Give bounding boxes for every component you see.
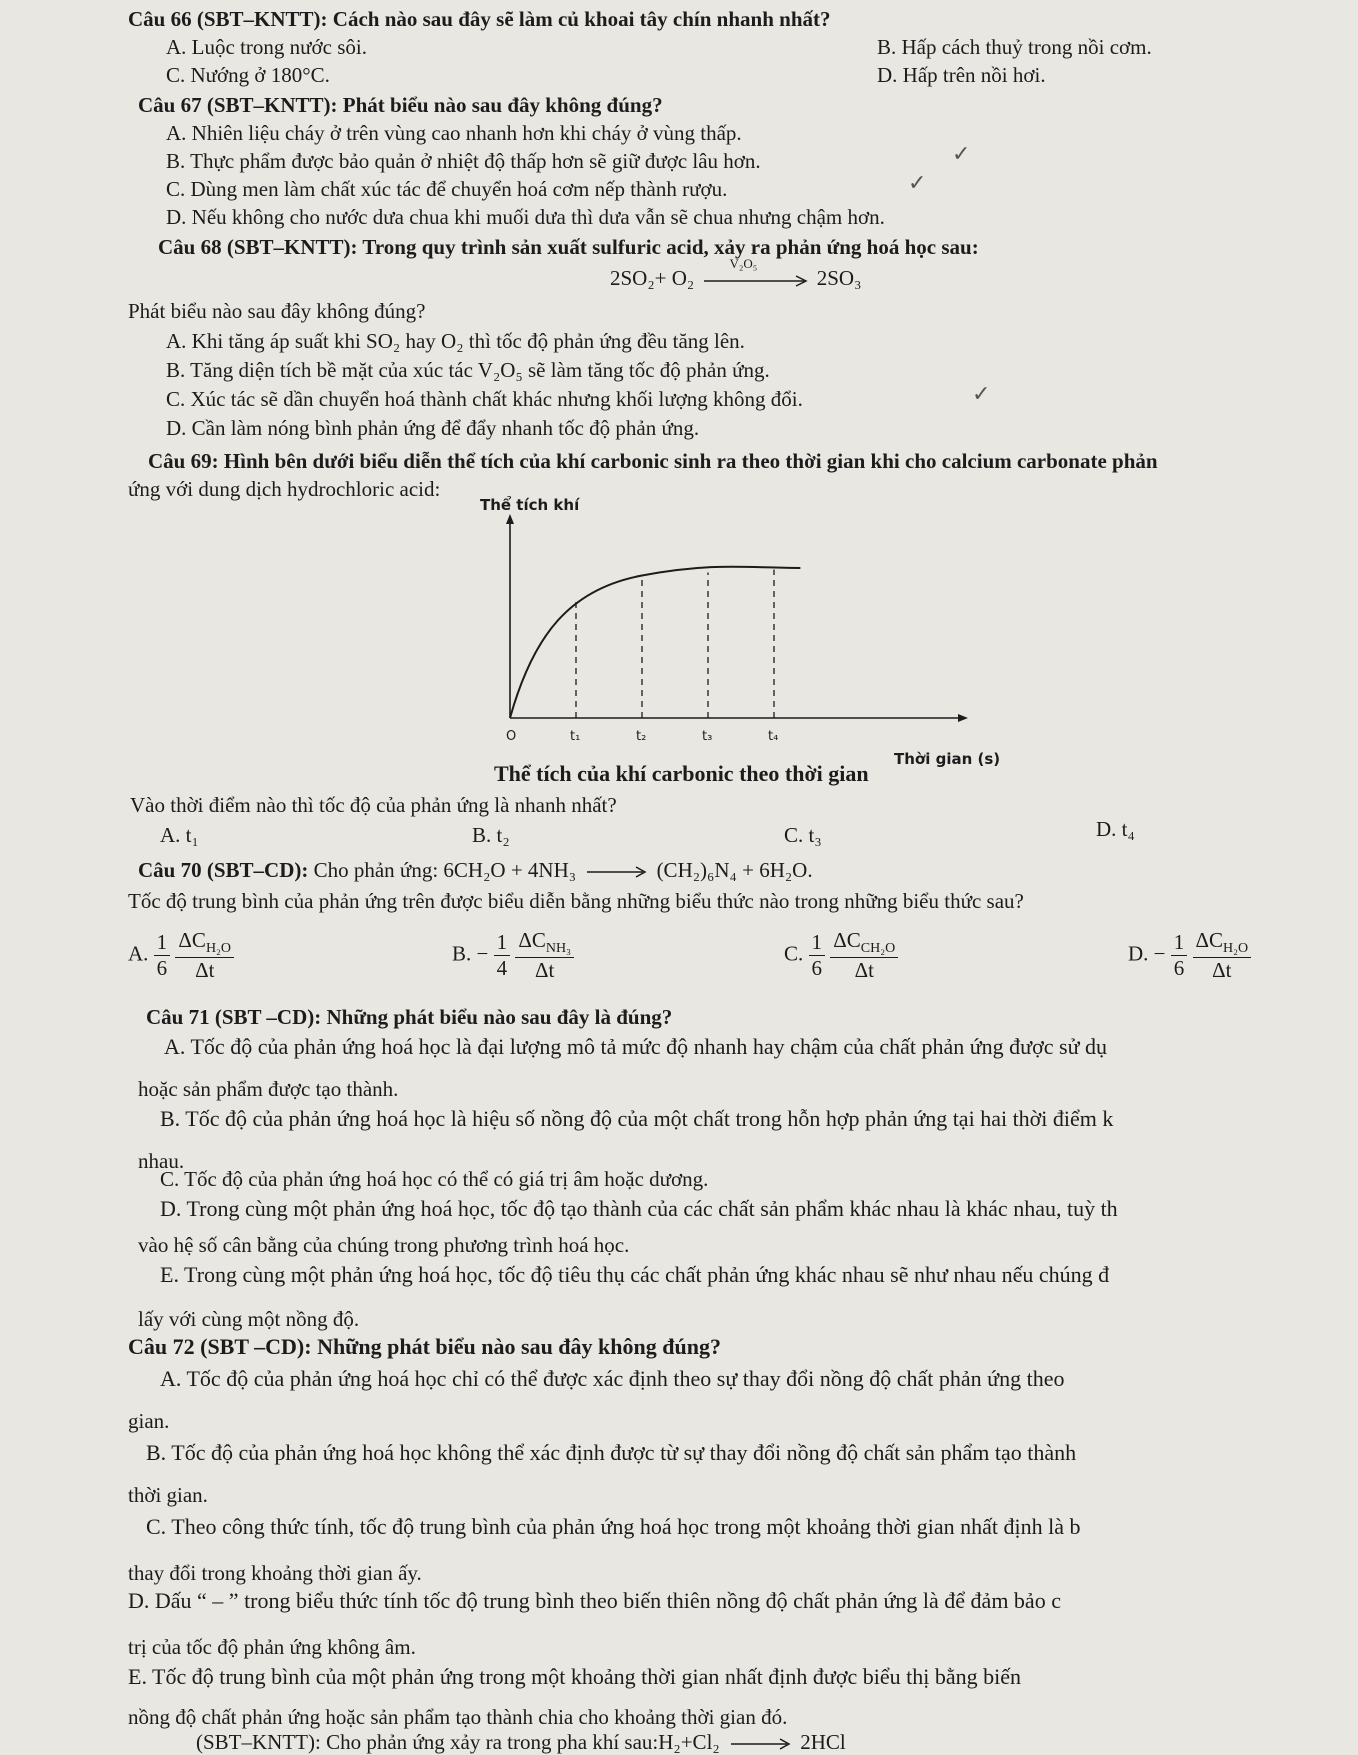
q69-title-line1 <box>148 448 1158 474</box>
q66-option-d: D. Hấp trên nồi hơi. <box>877 63 1046 87</box>
q70-option-b <box>452 928 574 983</box>
q69-title-line2: ứng với dung dịch hydrochloric acid: <box>128 477 441 501</box>
q72-option-b-cont: thời gian. <box>128 1483 208 1507</box>
x-tick-label: t₁ <box>570 729 581 744</box>
fraction <box>1171 930 1188 981</box>
x-tick-label: t₄ <box>768 729 779 744</box>
fraction <box>175 928 234 983</box>
q72-option-e-cont: nồng độ chất phản ứng hoặc sản phẩm tạo thành chia cho khoảng thời gian đó. <box>128 1705 788 1729</box>
q70-option-d <box>1128 928 1251 983</box>
x-axis-arrow <box>958 714 968 722</box>
subscript: H₂O <box>1223 941 1249 957</box>
q68-equation <box>610 256 862 291</box>
q68-option-b: B. Tăng diện tích bề mặt của xúc tác V₂O₅ sẽ làm tăng tốc độ phản ứng. <box>166 358 770 382</box>
numerator <box>175 928 234 958</box>
q72-option-d-cont: trị của tốc độ phản ứng không âm. <box>128 1635 416 1659</box>
q72-title: Câu 72 (SBT –CD): Những phát biểu nào sau đây không đúng? <box>128 1334 721 1359</box>
delta-c: ΔC <box>518 928 546 952</box>
q68-option-d: D. Cần làm nóng bình phản ứng để đẩy nhanh tốc độ phản ứng. <box>166 416 700 440</box>
q66-option-b: B. Hấp cách thuỷ trong nồi cơm. <box>877 35 1152 59</box>
y-axis-arrow <box>506 514 514 524</box>
q67-option-a: A. Nhiên liệu cháy ở trên vùng cao nhanh hơn khi cháy ở vùng thấp. <box>166 121 742 145</box>
denominator: Δt <box>1212 958 1232 983</box>
fraction <box>515 928 574 983</box>
q69-option-b: B. t₂ <box>472 823 510 847</box>
q71-option-c: C. Tốc độ của phản ứng hoá học có thể có giá trị âm hoặc dương. <box>160 1167 709 1191</box>
subscript: CH₂O <box>860 941 896 957</box>
q67-option-c: C. Dùng men làm chất xúc tác để chuyển hoá cơm nếp thành rượu. <box>166 177 728 201</box>
x-axis-label: Thời gian (s) <box>894 750 1001 768</box>
q68-title: Câu 68 (SBT–KNTT): Trong quy trình sản xuất sulfuric acid, xảy ra phản ứng hoá học sau: <box>158 235 979 259</box>
x-tick-label: t₃ <box>702 729 713 744</box>
q72-option-a: A. Tốc độ của phản ứng hoá học chỉ có thể được xác định theo sự thay đổi nồng độ chất phản ứng theo <box>160 1366 1065 1391</box>
arrow-icon <box>725 1736 795 1752</box>
numerator <box>515 928 574 958</box>
option-label: A. <box>128 941 149 966</box>
numerator <box>830 928 898 958</box>
numerator: 1 <box>154 930 171 956</box>
q71-option-d-cont: vào hệ số cân bằng của chúng trong phương trình hoá học. <box>138 1233 630 1257</box>
denominator: 6 <box>156 956 168 981</box>
q71-option-b: B. Tốc độ của phản ứng hoá học là hiệu số nồng độ của một chất trong hỗn hợp phản ứng tại hai thời điểm k <box>160 1106 1114 1131</box>
denominator: Δt <box>854 958 874 983</box>
q69-option-d: D. t₄ <box>1096 817 1135 841</box>
arrow-icon <box>700 272 812 292</box>
q67-title: Câu 67 (SBT–KNTT): Phát biểu nào sau đây không đúng? <box>138 93 663 117</box>
denominator: Δt <box>535 958 555 983</box>
arrow-icon <box>581 864 651 880</box>
fraction <box>494 930 511 981</box>
q68-catalyst: V₂O₅ <box>729 256 758 272</box>
q70-title-products: (CH₂)₆N₄ + 6H₂O. <box>656 858 813 882</box>
denominator: 6 <box>1173 956 1185 981</box>
handwritten-check-mark: ✓ <box>972 381 991 406</box>
denominator: 6 <box>811 956 823 981</box>
subscript: H₂O <box>205 941 232 957</box>
q71-option-b-cont: nhau. <box>138 1149 185 1173</box>
q66-title: Câu 66 (SBT–KNTT): Cách nào sau đây sẽ làm củ khoai tây chín nhanh nhất? <box>128 7 831 31</box>
q70-title-reaction: Cho phản ứng: 6CH₂O + 4NH₃ <box>313 858 577 882</box>
fraction <box>154 930 171 981</box>
option-label: C. <box>784 941 804 966</box>
q68-eq-right: 2SO₃ <box>816 266 862 290</box>
numerator: 1 <box>809 930 826 956</box>
q72-option-a-cont: gian. <box>128 1409 170 1433</box>
numerator <box>1193 928 1252 958</box>
origin-label: O <box>506 729 517 744</box>
fraction <box>830 928 898 983</box>
q71-option-e: E. Trong cùng một phản ứng hoá học, tốc độ tiêu thụ các chất phản ứng khác nhau sẽ như nhau nếu chúng đ <box>160 1262 1110 1287</box>
q72-option-c: C. Theo công thức tính, tốc độ trung bình của phản ứng hoá học trong một khoảng thời gian nhất định là b <box>146 1514 1081 1539</box>
q73-partial <box>196 1730 846 1755</box>
data-line <box>510 567 800 718</box>
q69-question: Vào thời điểm nào thì tốc độ của phản ứng là nhanh nhất? <box>130 793 617 817</box>
x-tick-label: t₂ <box>636 729 647 744</box>
q68-option-a: A. Khi tăng áp suất khi SO₂ hay O₂ thì tốc độ phản ứng đều tăng lên. <box>166 329 745 353</box>
delta-c: ΔC <box>1195 928 1224 952</box>
delta-c: ΔC <box>833 928 861 952</box>
q71-option-a: A. Tốc độ của phản ứng hoá học là đại lượng mô tả mức độ nhanh hay chậm của chất phản ứng được sử dụ <box>164 1034 1107 1059</box>
handwritten-check-mark: ✓ <box>908 170 927 195</box>
q69-title: Câu 69: Hình bên dưới biểu diễn thể tích của khí carbonic sinh ra theo thời gian khi cho calcium carbonate phản <box>148 449 1158 473</box>
numerator: 1 <box>494 930 511 956</box>
q68-eq-left: 2SO₂+ O₂ <box>610 266 695 290</box>
q68-question: Phát biểu nào sau đây không đúng? <box>128 299 426 323</box>
delta-c: ΔC <box>178 928 206 952</box>
q72-option-c-cont: thay đổi trong khoảng thời gian ấy. <box>128 1561 422 1585</box>
fraction <box>1193 928 1252 983</box>
q72-option-d: D. Dấu “ – ” trong biểu thức tính tốc độ trung bình theo biến thiên nồng độ chất phản ứng là để đảm bảo c <box>128 1588 1061 1613</box>
q68-option-c: C. Xúc tác sẽ dần chuyển hoá thành chất khác nhưng khối lượng không đổi. <box>166 387 803 411</box>
q67-option-d: D. Nếu không cho nước dưa chua khi muối dưa thì dưa vẫn sẽ chua nhưng chậm hơn. <box>166 205 885 229</box>
q72-option-b: B. Tốc độ của phản ứng hoá học không thể xác định được từ sự thay đổi nồng độ chất sản phẩm tạo thành <box>146 1440 1077 1465</box>
fraction <box>809 930 826 981</box>
option-label: B. <box>452 941 472 966</box>
chart-svg <box>440 496 1080 768</box>
q73-partial-text: (SBT–KNTT): Cho phản ứng xảy ra trong pha khí sau:H₂+Cl₂ <box>196 1730 720 1754</box>
q70-question: Tốc độ trung bình của phản ứng trên được biểu diễn bằng những biểu thức nào trong những biểu thức sau? <box>128 889 1024 913</box>
chart-caption: Thể tích của khí carbonic theo thời gian <box>494 761 869 786</box>
q71-option-e-cont: lấy với cùng một nồng độ. <box>138 1307 360 1331</box>
q70-title <box>138 858 813 883</box>
co2-volume-chart <box>440 496 1080 768</box>
q71-option-a-cont: hoặc sản phẩm được tạo thành. <box>138 1077 399 1101</box>
q70-option-a <box>128 928 234 983</box>
numerator: 1 <box>1171 930 1188 956</box>
q73-product: 2HCl <box>800 1730 846 1754</box>
reaction-arrow <box>700 256 812 290</box>
minus-sign: − <box>1153 941 1166 966</box>
denominator: 4 <box>496 956 508 981</box>
denominator: Δt <box>195 958 215 983</box>
handwritten-check-mark: ✓ <box>952 141 971 166</box>
q69-option-c: C. t₃ <box>784 823 822 847</box>
subscript: NH₃ <box>545 941 571 957</box>
q72-option-e: E. Tốc độ trung bình của một phản ứng trong một khoảng thời gian nhất định được biểu thị bằng biến <box>128 1664 1021 1689</box>
y-axis-label: Thể tích khí <box>480 496 580 514</box>
q67-option-b: B. Thực phẩm được bảo quản ở nhiệt độ thấp hơn sẽ giữ được lâu hơn. <box>166 149 761 173</box>
minus-sign: − <box>476 941 489 966</box>
q70-option-c <box>784 928 898 983</box>
q69-option-a: A. t₁ <box>160 823 199 847</box>
option-label: D. <box>1128 941 1149 966</box>
q70-title-prefix: Câu 70 (SBT–CD): <box>138 858 314 882</box>
q66-option-a: A. Luộc trong nước sôi. <box>166 35 367 59</box>
q71-option-d: D. Trong cùng một phản ứng hoá học, tốc độ tạo thành của các chất sản phẩm khác nhau là khác nhau, tuỳ th <box>160 1196 1118 1221</box>
q71-title: Câu 71 (SBT –CD): Những phát biểu nào sau đây là đúng? <box>146 1005 673 1029</box>
q66-option-c: C. Nướng ở 180°C. <box>166 63 330 87</box>
